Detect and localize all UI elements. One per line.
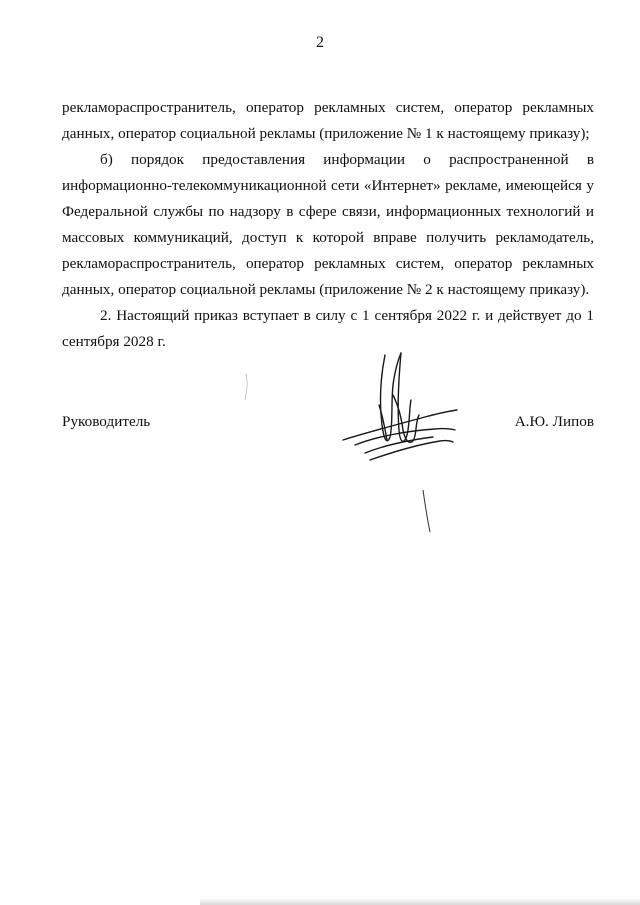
signatory-title: Руководитель: [62, 413, 151, 430]
paragraph-effective-date: 2. Настоящий приказ вступает в силу с 1 сентября 2022 г. и действует до 1 сентября 2028 г.: [62, 307, 594, 350]
handwritten-signature: [335, 345, 465, 465]
paragraph-item-b: б) порядок предоставления информации о распространенной в информационно-телекоммуникационной сети «Интернет» рекламе, имеющейся у Федеральной службы по надзору в сфере связи, информационных технологий и массовых коммуникаций, доступ к которой вправе получить рекламодатель, рекламораспространитель, оператор рекламных систем, оператор рекламных данных, оператор социальной рекламы (приложение № 2 к настоящему приказу).: [62, 151, 594, 298]
paragraph-continuation: рекламораспространитель, оператор рекламных систем, оператор рекламных данных, оператор социальной рекламы (приложение № 1 к настоящему приказу);: [62, 99, 594, 142]
signatory-name: А.Ю. Липов: [514, 413, 594, 430]
scan-bottom-edge: [200, 898, 640, 905]
signature-block: [62, 409, 594, 435]
stray-pen-mark: [420, 488, 434, 534]
stray-pen-mark: [240, 372, 252, 406]
document-body: [62, 95, 594, 355]
page-number: 2: [316, 34, 324, 51]
